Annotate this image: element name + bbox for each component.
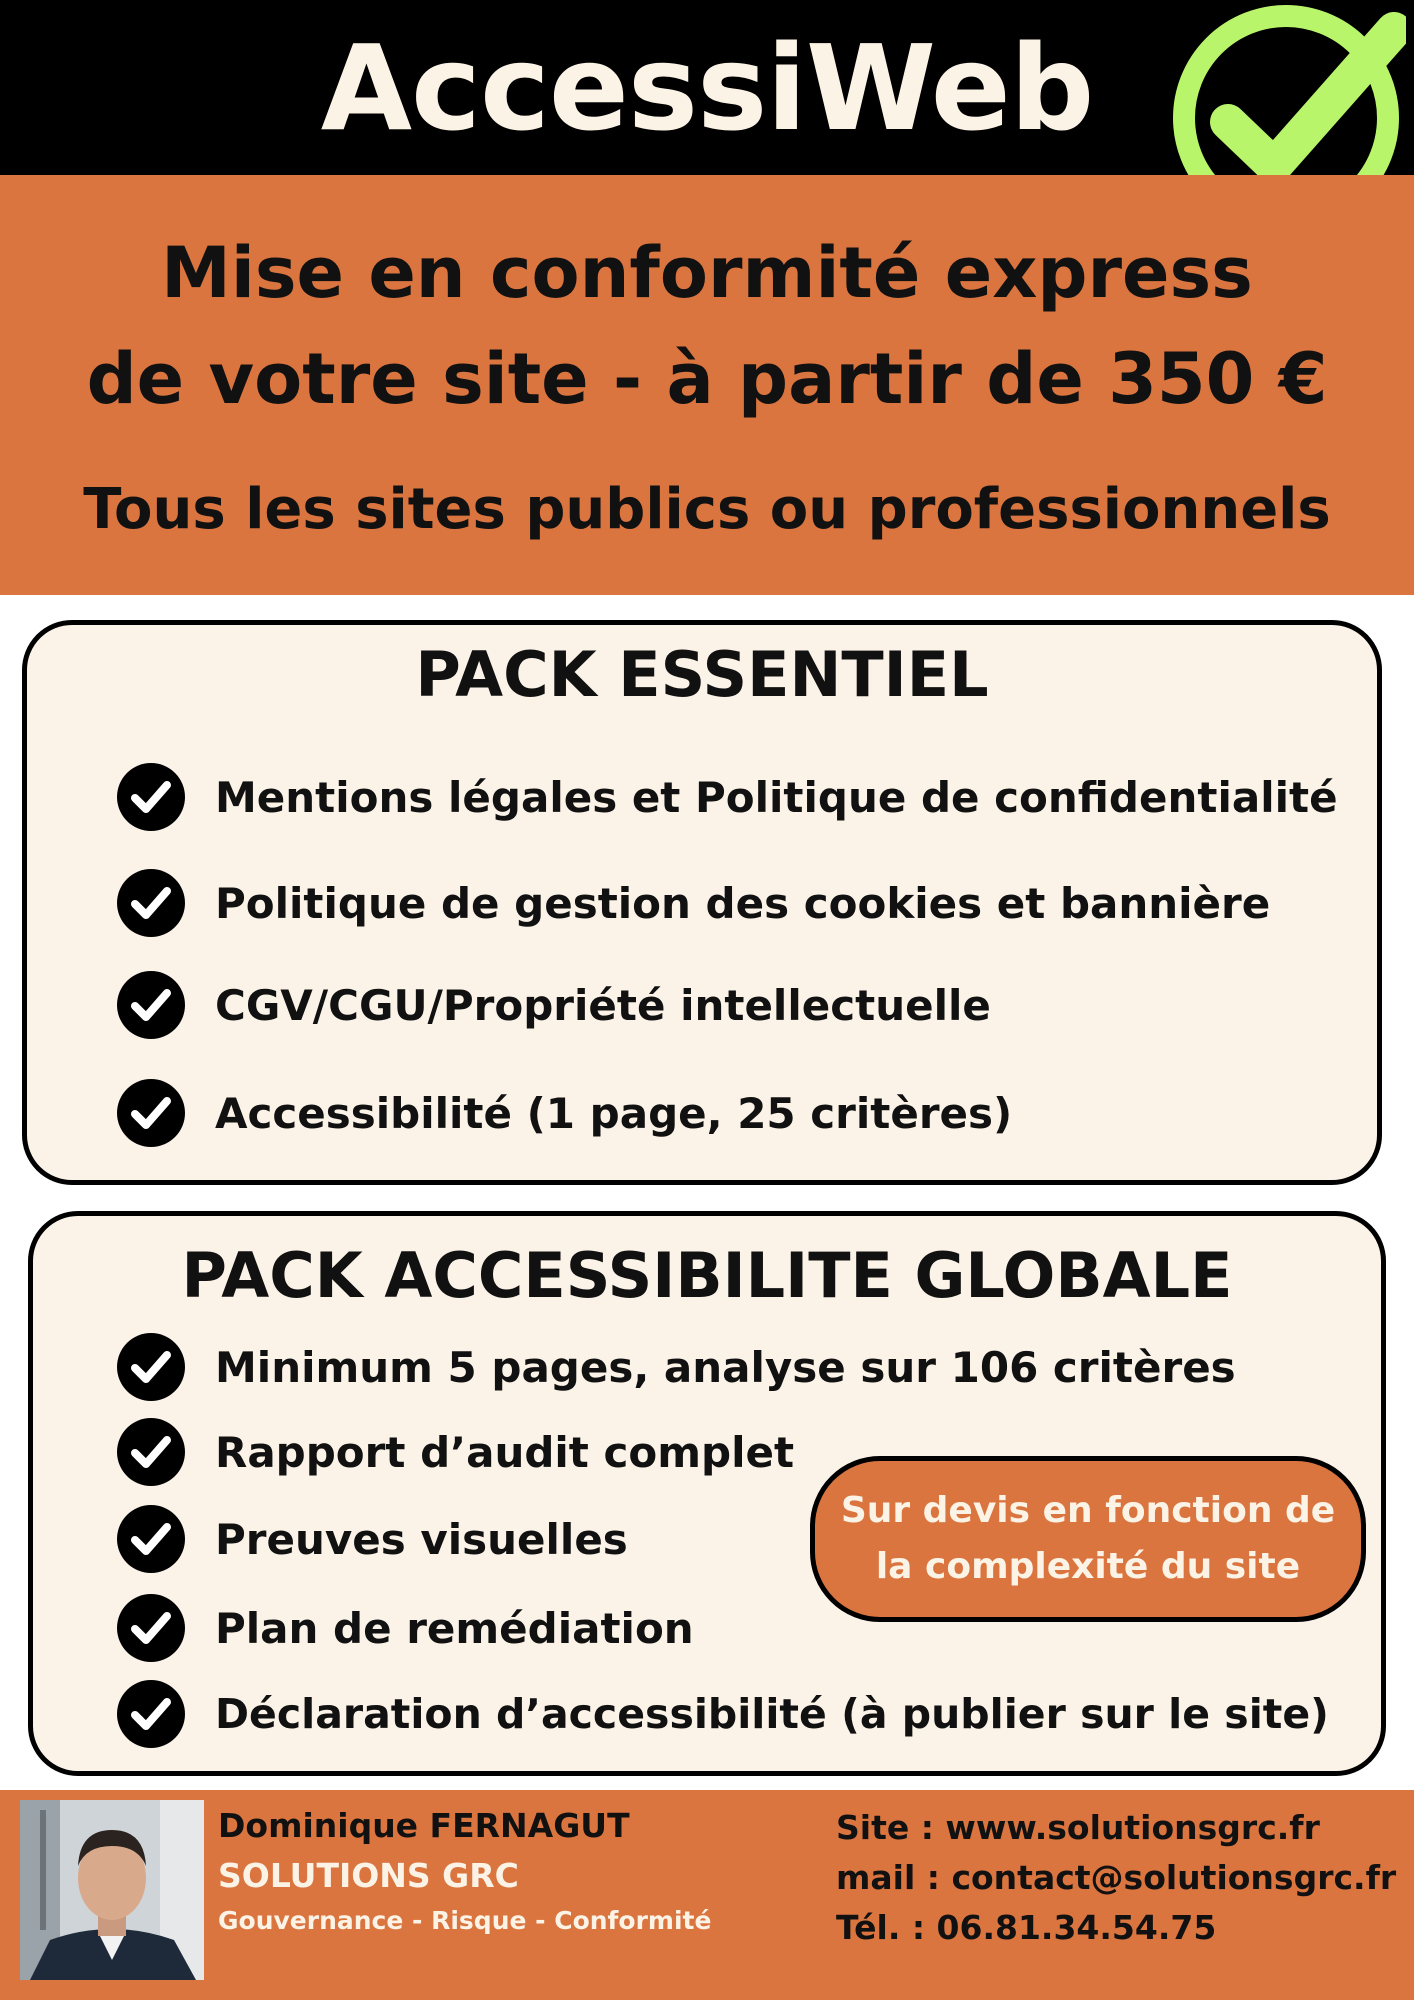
check-icon (117, 1505, 185, 1573)
list-item-label: Minimum 5 pages, analyse sur 106 critères (215, 1342, 1236, 1392)
contact-tagline: Gouvernance - Risque - Conformité (218, 1906, 712, 1935)
headline-line-2: de votre site - à partir de 350 € (86, 338, 1328, 420)
list-item-label: Mentions légales et Politique de confidentialité (215, 772, 1338, 822)
check-icon (117, 763, 185, 831)
check-icon (117, 1418, 185, 1486)
list-item-label: Plan de remédiation (215, 1603, 694, 1653)
pack-essentiel-card (22, 620, 1382, 1185)
check-icon (117, 1333, 185, 1401)
brand-title: AccessiWeb (320, 19, 1094, 157)
check-icon (117, 971, 185, 1039)
subheadline: Tous les sites publics ou professionnels (83, 477, 1331, 542)
check-icon (117, 1594, 185, 1662)
contact-phone[interactable]: Tél. : 06.81.34.54.75 (836, 1908, 1217, 1947)
list-item (117, 1679, 1329, 1749)
list-item (117, 1078, 1012, 1148)
headline-line-1: Mise en conformité express (161, 232, 1253, 314)
list-item (117, 1332, 1236, 1402)
contact-name: Dominique FERNAGUT (218, 1806, 630, 1845)
list-item-label: Politique de gestion des cookies et bannière (215, 878, 1271, 928)
quote-badge (810, 1456, 1366, 1622)
list-item (117, 762, 1338, 832)
list-item (117, 1593, 694, 1663)
list-item-label: Rapport d’audit complet (215, 1427, 795, 1477)
list-item-label: Accessibilité (1 page, 25 critères) (215, 1088, 1013, 1138)
contact-company: SOLUTIONS GRC (218, 1856, 519, 1895)
check-icon (117, 1079, 185, 1147)
avatar (20, 1800, 204, 1980)
list-item (117, 1504, 628, 1574)
check-icon (117, 869, 185, 937)
pack-global-title: PACK ACCESSIBILITE GLOBALE (181, 1239, 1233, 1312)
headline (0, 220, 1414, 432)
contact-email-link[interactable]: mail : contact@solutionsgrc.fr (836, 1858, 1397, 1897)
pack-essentiel-title: PACK ESSENTIEL (415, 638, 989, 711)
check-icon (117, 1680, 185, 1748)
list-item (117, 868, 1270, 938)
quote-line-1: Sur devis en fonction de (840, 1490, 1336, 1531)
list-item (117, 1417, 794, 1487)
contact-site-link[interactable]: Site : www.solutionsgrc.fr (836, 1808, 1320, 1847)
list-item-label: Preuves visuelles (215, 1514, 628, 1564)
list-item-label: Déclaration d’accessibilité (à publier sur le site) (215, 1690, 1329, 1738)
list-item-label: CGV/CGU/Propriété intellectuelle (215, 980, 991, 1030)
quote-line-2: la complexité du site (875, 1546, 1301, 1587)
list-item (117, 970, 991, 1040)
